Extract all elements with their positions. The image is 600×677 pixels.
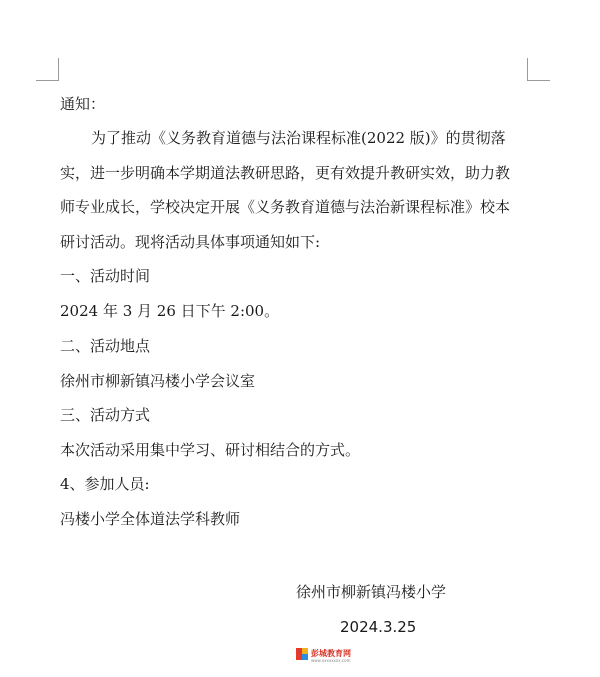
signature-date: 2024.3.25	[340, 618, 417, 636]
section-heading-time: 一、活动时间	[60, 267, 151, 285]
section-content-time: 2024 年 3 月 26 日下午 2:00。	[60, 302, 280, 320]
section-heading-location: 二、活动地点	[60, 337, 151, 355]
page-corner-mark-top-left	[36, 58, 59, 81]
watermark-name: 彭城教育网	[311, 649, 351, 658]
site-watermark	[296, 648, 351, 663]
intro-line-2: 实，进一步明确本学期道法教研思路，更有效提升教研实效，助力教	[60, 164, 511, 182]
intro-line-1: 为了推动《义务教育道德与法治课程标准(2022 版)》的贯彻落	[91, 129, 506, 147]
page-corner-mark-top-right	[527, 58, 550, 81]
section-content-method: 本次活动采用集中学习、研讨相结合的方式。	[60, 441, 361, 459]
section-content-participants: 冯楼小学全体道法学科教师	[60, 510, 241, 528]
watermark-url: www.xxxxxxxx.com	[311, 658, 351, 663]
section-content-location: 徐州市柳新镇冯楼小学会议室	[60, 372, 256, 390]
intro-line-3: 师专业成长，学校决定开展《义务教育道德与法治新课程标准》校本	[60, 198, 511, 216]
intro-line-4: 研讨活动。现将活动具体事项通知如下:	[60, 233, 321, 251]
watermark-logo-icon	[296, 648, 308, 660]
section-heading-participants: 4、参加人员:	[60, 475, 150, 493]
signature-school: 徐州市柳新镇冯楼小学	[296, 583, 447, 601]
section-heading-method: 三、活动方式	[60, 406, 151, 424]
salutation: 通知：	[60, 95, 106, 113]
